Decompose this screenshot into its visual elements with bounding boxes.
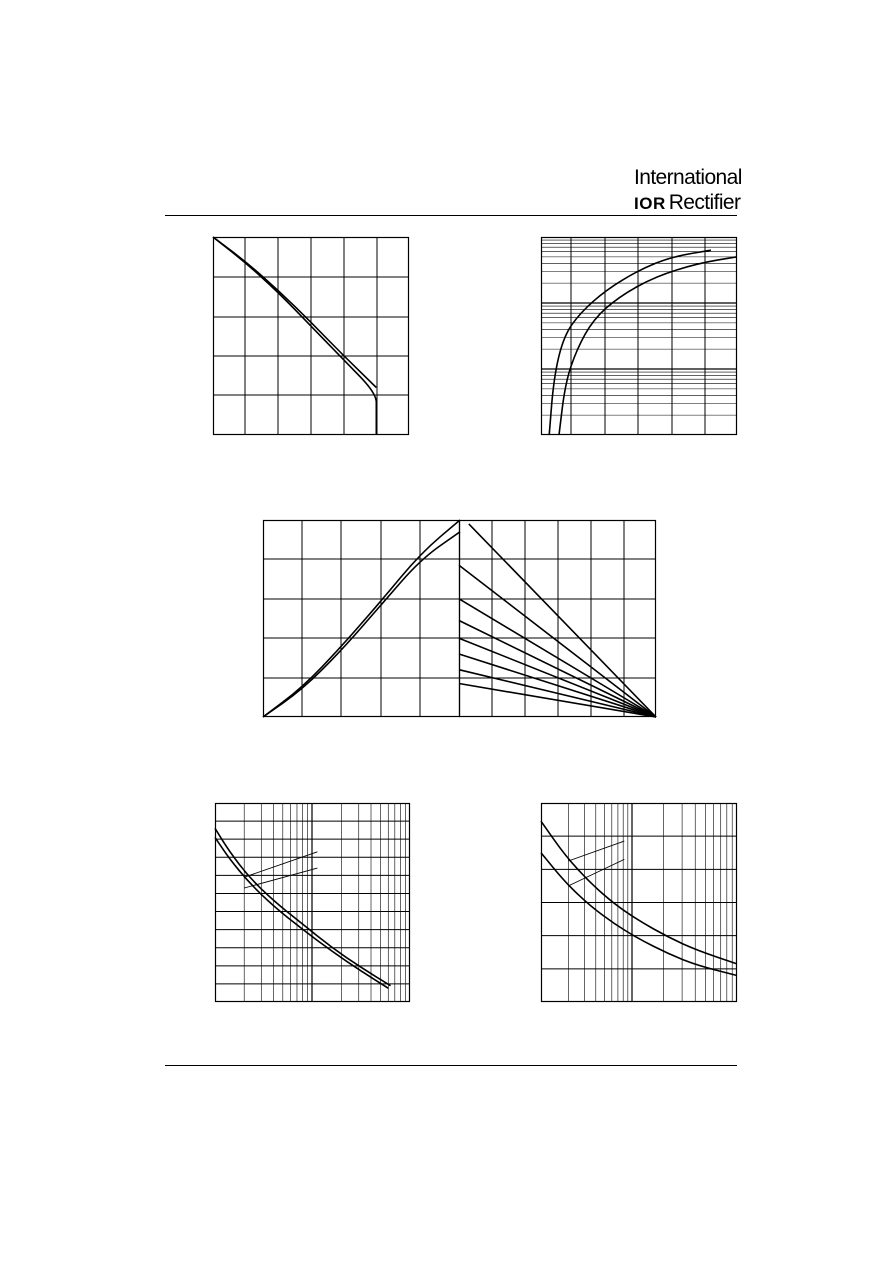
series-curve-a [549,250,711,435]
chart-bottom-left [215,803,410,1002]
brand-name: International [634,166,742,189]
series-curve-a [541,821,737,964]
plot-frame [264,521,460,717]
series-curve-a [263,520,460,717]
chart-top-right [541,237,737,435]
series-pointer-1 [568,841,624,861]
chart-top-left [213,237,409,435]
series-line-1 [469,524,656,717]
ior-logo: IOR [634,194,666,213]
header-rule [165,215,737,216]
series-pointer-2 [568,859,624,886]
series-pointer-1 [244,852,317,877]
series-curve-a [213,237,376,435]
chart-middle-left [263,520,460,717]
series-curve-b [213,237,376,388]
footer-rule [165,1065,737,1066]
chart-bottom-right [541,803,737,1002]
chart-middle-right [459,520,656,717]
brand-name-rectifier: Rectifier [668,191,741,214]
series-curve-b [559,257,737,435]
series-pointer-2 [244,868,317,888]
brand-logo-line [634,191,740,215]
series-curve-b [541,853,737,976]
